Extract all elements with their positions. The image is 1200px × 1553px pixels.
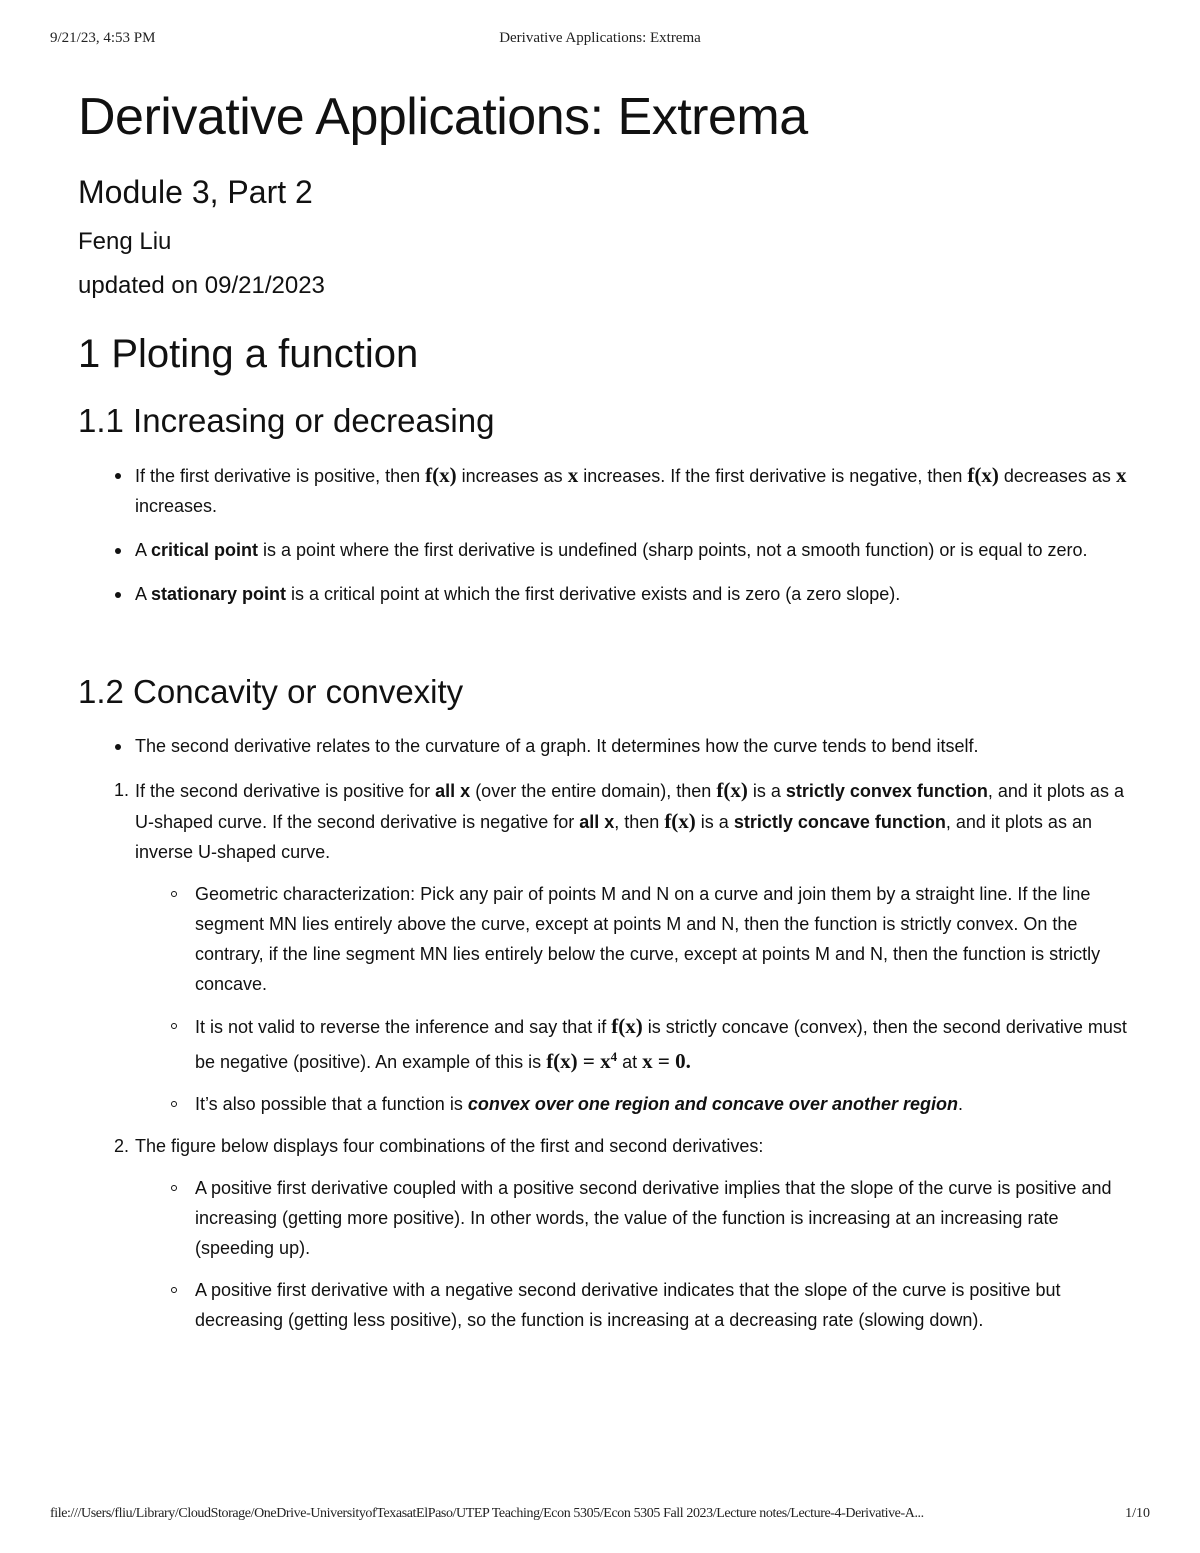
math-expression: x [567,463,579,487]
print-datetime: 9/21/23, 4:53 PM [50,30,156,46]
print-footer [50,1506,1150,1526]
math-expression: x [1115,463,1127,487]
list-item: A critical point is a point where the first derivative is undefined (sharp points, not a smooth function) or is equal to zero. [78,535,1138,565]
list-item: A positive first derivative coupled with a positive second derivative implies that the slope of the curve is positive and increasing (getting more positive). In other words, the value of the function is increasing at an increasing rate (speeding up). [135,1173,1138,1263]
math-expression: f(x) [716,778,748,802]
document-updated-date: updated on 09/21/2023 [78,272,325,299]
page-number: 1/10 [1125,1506,1150,1521]
document-body [78,84,1138,1347]
math-expression: f(x) [664,809,696,833]
document-title: Derivative Applications: Extrema [78,88,808,146]
section-1-1-heading: 1.1 Increasing or decreasing [78,402,495,439]
list-item: The second derivative relates to the curvature of a graph. It determines how the curve tends to bend itself. [78,731,1138,761]
file-path: file:///Users/fliu/Library/CloudStorage/OneDrive-UniversityofTexasatElPaso/UTEP Teaching/Econ 5305/Econ 5305 Fall 2023/Lecture notes/Lecture-4-Derivative-A... [50,1506,924,1521]
math-expression: x = 0. [642,1049,691,1073]
list-item: 1. If the second derivative is positive for all x (over the entire domain), then f(x) is a strictly convex function, and it plots as a U-shaped curve. If the second derivative is negative for all x, then f(x) is a strictly concave function, and it plots as an inverse U-shaped curve. Geometric characterization: Pick any pair of points M and N on a curve and join them by a straight line. If the line segment MN lies entirely above the curve, except at points M and N, then the function is strictly convex. On the contrary, if the line segment MN lies entirely below the curve, except at points M and N, then the function is strictly concave. It is not valid to reverse the inference and say that if f(x) is strictly concave (convex), then the second derivative must be negative (positive). An example of this is $f(x) = x^4$ at x = 0. It’s also possible that a function is convex over one region and concave over another region. [78,775,1138,1119]
nested-list [135,1173,1138,1335]
term-stationary-point: stationary point [151,584,287,604]
nested-list [135,879,1138,1119]
section-1-2-heading: 1.2 Concavity or convexity [78,673,464,710]
math-superscript: 4 [610,1049,618,1064]
document-author: Feng Liu [78,228,172,255]
math-expression: f(x) [611,1014,643,1038]
math-expression: f(x) [967,463,999,487]
list-item: 2. The figure below displays four combinations of the first and second derivatives: A positive first derivative coupled with a positive second derivative implies that the slope of the curve is positive and increasing (getting more positive). In other words, the value of the function is increasing at an increasing rate (speeding up). A positive first derivative with a negative second derivative indicates that the slope of the curve is positive but decreasing (getting less positive), so the function is increasing at a decreasing rate (slowing down). [78,1131,1138,1335]
list-number: 2. [114,1136,130,1156]
section-1-2-numbered-list [78,775,1138,1335]
print-doc-title: Derivative Applications: Extrema [499,30,701,46]
list-item: A stationary point is a critical point at which the first derivative exists and is zero (a zero slope). [78,579,1138,609]
list-item: A positive first derivative with a negative second derivative indicates that the slope of the curve is positive but decreasing (getting less positive), so the function is increasing at a decreasing rate (slowing down). [135,1275,1138,1335]
section-1-2-intro-list [78,731,1138,761]
list-item: If the first derivative is positive, then f(x) increases as x increases. If the first derivative is negative, then f(x) decreases as x increases. [78,460,1138,521]
term-critical-point: critical point [151,540,259,560]
print-header [50,30,1150,50]
document-subtitle: Module 3, Part 2 [78,174,313,210]
section-1-1-bullet-list [78,460,1138,609]
list-number: 1. [114,780,130,800]
term-strictly-concave: strictly concave function [733,812,946,832]
math-expression: f(x) = x [546,1049,611,1073]
list-item: It’s also possible that a function is convex over one region and concave over another region. [135,1089,1138,1119]
term-strictly-convex: strictly convex function [785,781,988,801]
emphasis-text: convex over one region and concave over another region [467,1094,958,1114]
section-1-heading: 1 Ploting a function [78,332,419,376]
math-expression: f(x) [425,463,457,487]
list-item: It is not valid to reverse the inference and say that if f(x) is strictly concave (convex), then the second derivative must be negative (positive). An example of this is $f(x) = x^4$ at x = 0. [135,1011,1138,1077]
list-item: Geometric characterization: Pick any pair of points M and N on a curve and join them by a straight line. If the line segment MN lies entirely above the curve, except at points M and N, then the function is strictly convex. On the contrary, if the line segment MN lies entirely below the curve, except at points M and N, then the function is strictly concave. [135,879,1138,999]
